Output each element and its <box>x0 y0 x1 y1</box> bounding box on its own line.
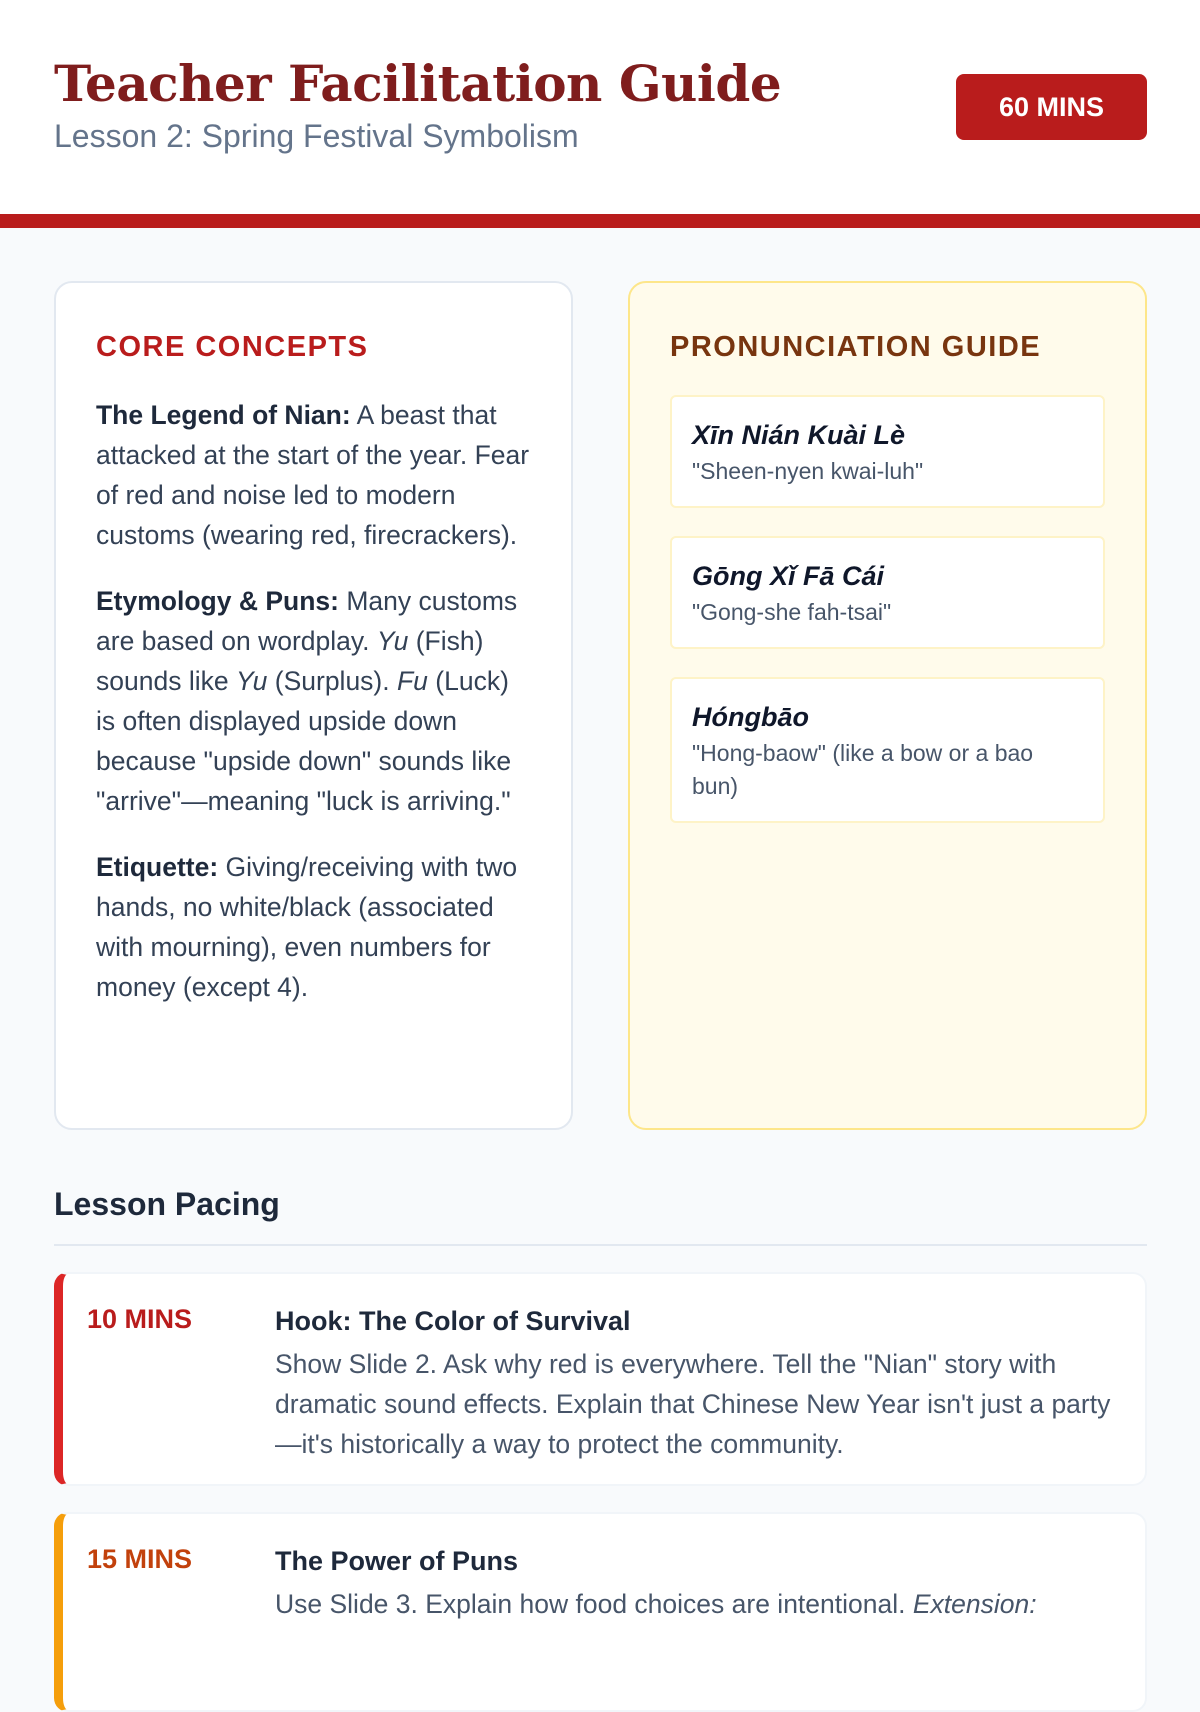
concept-etiquette <box>96 847 533 1007</box>
pronunciation-heading: PRONUNCIATION GUIDE <box>670 331 1042 363</box>
pronunciation-term: Hóngbāo <box>692 702 809 732</box>
core-concepts-card <box>54 281 573 1130</box>
pronunciation-sound: "Gong-she fah-tsai" <box>692 599 892 625</box>
concept-puns-text: (Luck) is often displayed upside down because "upside down" sounds like "arrive"—meaning "luck is arriving." <box>96 666 512 816</box>
page-title: Teacher Facilitation Guide <box>54 54 782 113</box>
pacing-row-description-text: Use Slide 3. Explain how food choices are intentional. <box>275 1589 913 1619</box>
concept-puns <box>96 581 533 821</box>
concept-puns-label: Etymology & Puns: <box>96 586 339 616</box>
pronunciation-item <box>670 536 1105 649</box>
pacing-row-hook <box>54 1272 1147 1486</box>
core-concepts-heading: CORE CONCEPTS <box>96 331 369 363</box>
concept-puns-text: (Surplus). <box>267 666 397 696</box>
concept-nian <box>96 395 533 555</box>
pacing-row-title: Hook: The Color of Survival <box>275 1306 631 1336</box>
term-yu-fish: Yu <box>376 626 409 656</box>
concept-nian-text: A beast that attacked at the start of the year. Fear of red and noise led to modern customs (wearing red, firecrackers). <box>96 400 530 550</box>
pronunciation-item <box>670 677 1105 823</box>
pacing-body <box>275 1544 1119 1624</box>
pronunciation-item <box>670 395 1105 508</box>
pacing-divider <box>54 1244 1147 1246</box>
pacing-row-puns <box>54 1512 1147 1712</box>
pronunciation-sound: "Hong-baow" (like a bow or a bao bun) <box>692 740 1034 799</box>
concept-etiquette-text: Giving/receiving with two hands, no white/black (associated with mourning), even numbers for money (except 4). <box>96 852 518 1002</box>
pacing-row-description: Show Slide 2. Ask why red is everywhere. Tell the "Nian" story with dramatic sound effects. Explain that Chinese New Year isn't just a party—it's historically a way to protect the community. <box>275 1349 1111 1459</box>
pacing-time: 10 MINS <box>87 1304 193 1334</box>
pronunciation-term: Gōng Xǐ Fā Cái <box>692 561 885 591</box>
term-yu-surplus: Yu <box>235 666 268 696</box>
page-header <box>0 0 1200 228</box>
page-subtitle: Lesson 2: Spring Festival Symbolism <box>54 118 579 154</box>
pronunciation-term: Xīn Nián Kuài Lè <box>692 420 906 450</box>
duration-badge: 60 MINS <box>956 74 1147 140</box>
concept-puns-text: Many customs are based on wordplay. <box>96 586 518 656</box>
pacing-row-extension-label: Extension: <box>912 1589 1037 1619</box>
concept-nian-label: The Legend of Nian: <box>96 400 351 430</box>
term-fu: Fu <box>396 666 428 696</box>
pronunciation-card <box>628 281 1147 1130</box>
lesson-pacing-title: Lesson Pacing <box>54 1186 280 1222</box>
pacing-row-title: The Power of Puns <box>275 1546 519 1576</box>
concept-puns-text: (Fish) sounds like <box>96 626 484 696</box>
pronunciation-sound: "Sheen-nyen kwai-luh" <box>692 458 924 484</box>
pacing-time: 15 MINS <box>87 1544 193 1574</box>
pacing-row-description <box>275 1584 1119 1624</box>
pacing-body <box>275 1304 1119 1464</box>
concept-etiquette-label: Etiquette: <box>96 852 219 882</box>
